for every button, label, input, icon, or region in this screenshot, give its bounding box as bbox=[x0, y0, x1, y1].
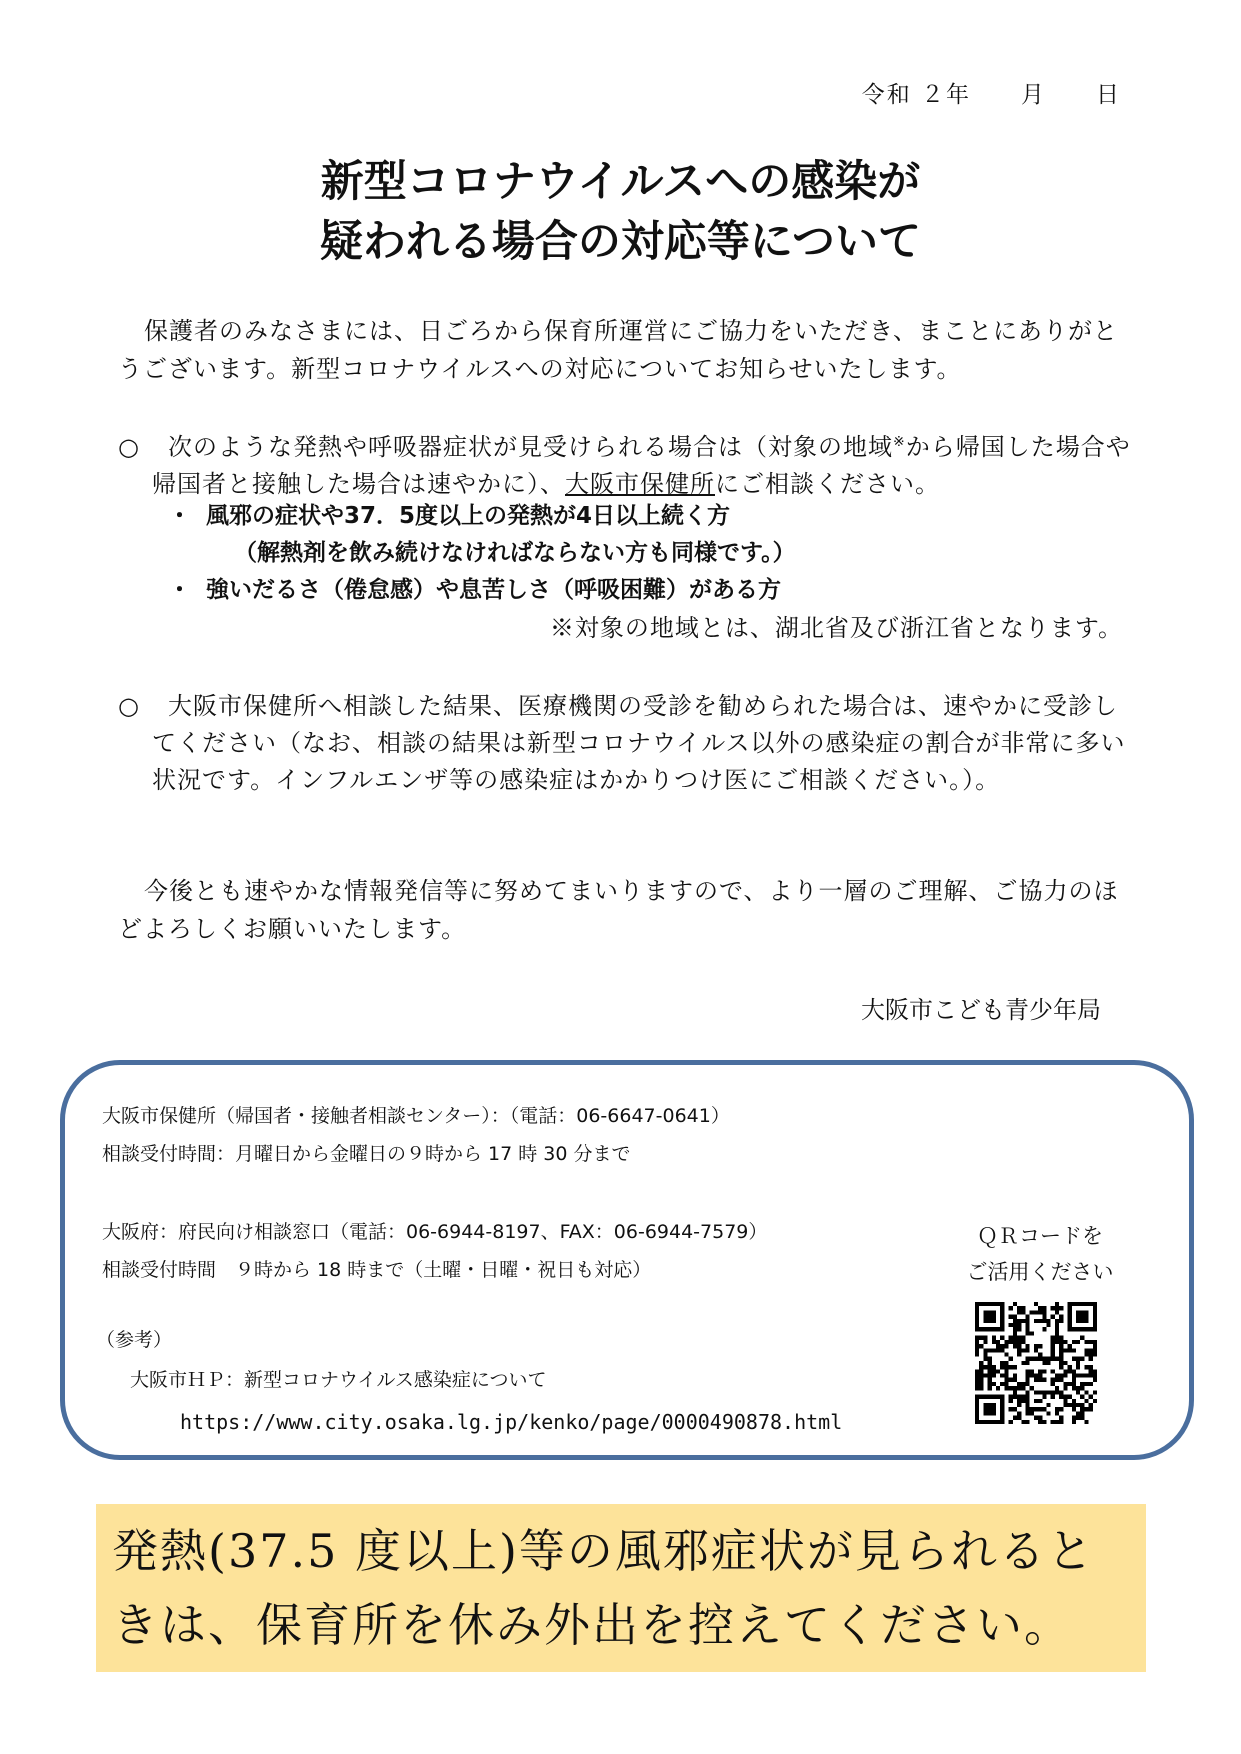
bullet-1 bbox=[168, 498, 730, 535]
circle-mark: ○ bbox=[118, 692, 140, 720]
footnote-mark: ※ bbox=[893, 434, 906, 450]
qr-code-icon[interactable] bbox=[975, 1302, 1097, 1424]
bullet-2 bbox=[168, 572, 781, 609]
health-center-hours: 相談受付時間：月曜日から金曜日の９時から 17 時 30 分まで bbox=[102, 1143, 631, 1165]
prefecture-hours: 相談受付時間 ９時から 18 時まで（土曜・日曜・祝日も対応） bbox=[102, 1259, 652, 1281]
item-2-text: 大阪市保健所へ相談した結果、医療機関の受診を勧められた場合は、速やかに受診してください（なお、相談の結果は新型コロナウイルス以外の感染症の割合が非常に多い状況です。インフルエンザ等の感染症はかかりつけ医にご相談ください。）。 bbox=[152, 692, 1126, 794]
item-1 bbox=[118, 424, 1138, 503]
health-center-phone: 大阪市保健所（帰国者・接触者相談センター）：（電話：06-6647-0641） bbox=[102, 1105, 730, 1127]
date-line: 令和 ２年 月 日 bbox=[861, 82, 1121, 108]
qr-caption-line-1: ＱＲコードを bbox=[977, 1224, 1103, 1248]
qr-caption bbox=[955, 1218, 1125, 1290]
prefecture-phone: 大阪府：府民向け相談窓口（電話：06-6944-8197、FAX：06-6944-7579） bbox=[102, 1221, 768, 1243]
bullet-dot: ・ bbox=[168, 503, 191, 529]
closing-paragraph: 今後とも速やかな情報発信等に努めてまいりますので、より一層のご理解、ご協力のほどよろしくお願いいたします。 bbox=[118, 877, 1119, 943]
bullet-2-text: 強いだるさ（倦怠感）や息苦しさ（呼吸困難）がある方 bbox=[206, 577, 781, 603]
circle-mark: ○ bbox=[118, 433, 140, 461]
item-1-text-a: 次のような発熱や呼吸器症状が見受けられる場合は（対象の地域 bbox=[168, 433, 893, 461]
health-center-link[interactable]: 大阪市保健所 bbox=[565, 470, 715, 498]
bullet-dot: ・ bbox=[168, 577, 191, 603]
reference-title: 大阪市ＨＰ：新型コロナウイルス感染症について bbox=[130, 1369, 547, 1391]
bullet-1-note: （解熱剤を飲み続けなければならない方も同様です。） bbox=[234, 540, 796, 566]
reference-label: （参考） bbox=[96, 1329, 173, 1351]
title-line-1: 新型コロナウイルスへの感染が bbox=[320, 157, 921, 207]
warning-banner bbox=[96, 1504, 1146, 1672]
signature: 大阪市こども青少年局 bbox=[861, 996, 1101, 1024]
item-2 bbox=[118, 688, 1138, 799]
bullet-1-text: 風邪の症状や37．5度以上の発熱が4日以上続く方 bbox=[206, 503, 731, 529]
document-title bbox=[0, 152, 1241, 272]
qr-caption-line-2: ご活用ください bbox=[966, 1260, 1114, 1284]
region-note: ※対象の地域とは、湖北省及び浙江省となります。 bbox=[549, 614, 1123, 642]
item-1-text-c: にご相談ください。 bbox=[715, 470, 940, 498]
intro-paragraph: 保護者のみなさまには、日ごろから保育所運営にご協力をいただき、まことにありがとうございます。新型コロナウイルスへの対応についてお知らせいたします。 bbox=[118, 317, 1119, 383]
title-line-2: 疑われる場合の対応等について bbox=[319, 217, 922, 267]
item-1-text-b: から帰国した場合や帰国者と接触した場合は速やかに）、 bbox=[152, 433, 1131, 498]
reference-url[interactable]: https://www.city.osaka.lg.jp/kenko/page/0000490878.html bbox=[180, 1410, 843, 1434]
warning-banner-text: 発熱(37.5 度以上)等の風邪症状が見られるときは、保育所を休み外出を控えてください。 bbox=[112, 1524, 1095, 1652]
